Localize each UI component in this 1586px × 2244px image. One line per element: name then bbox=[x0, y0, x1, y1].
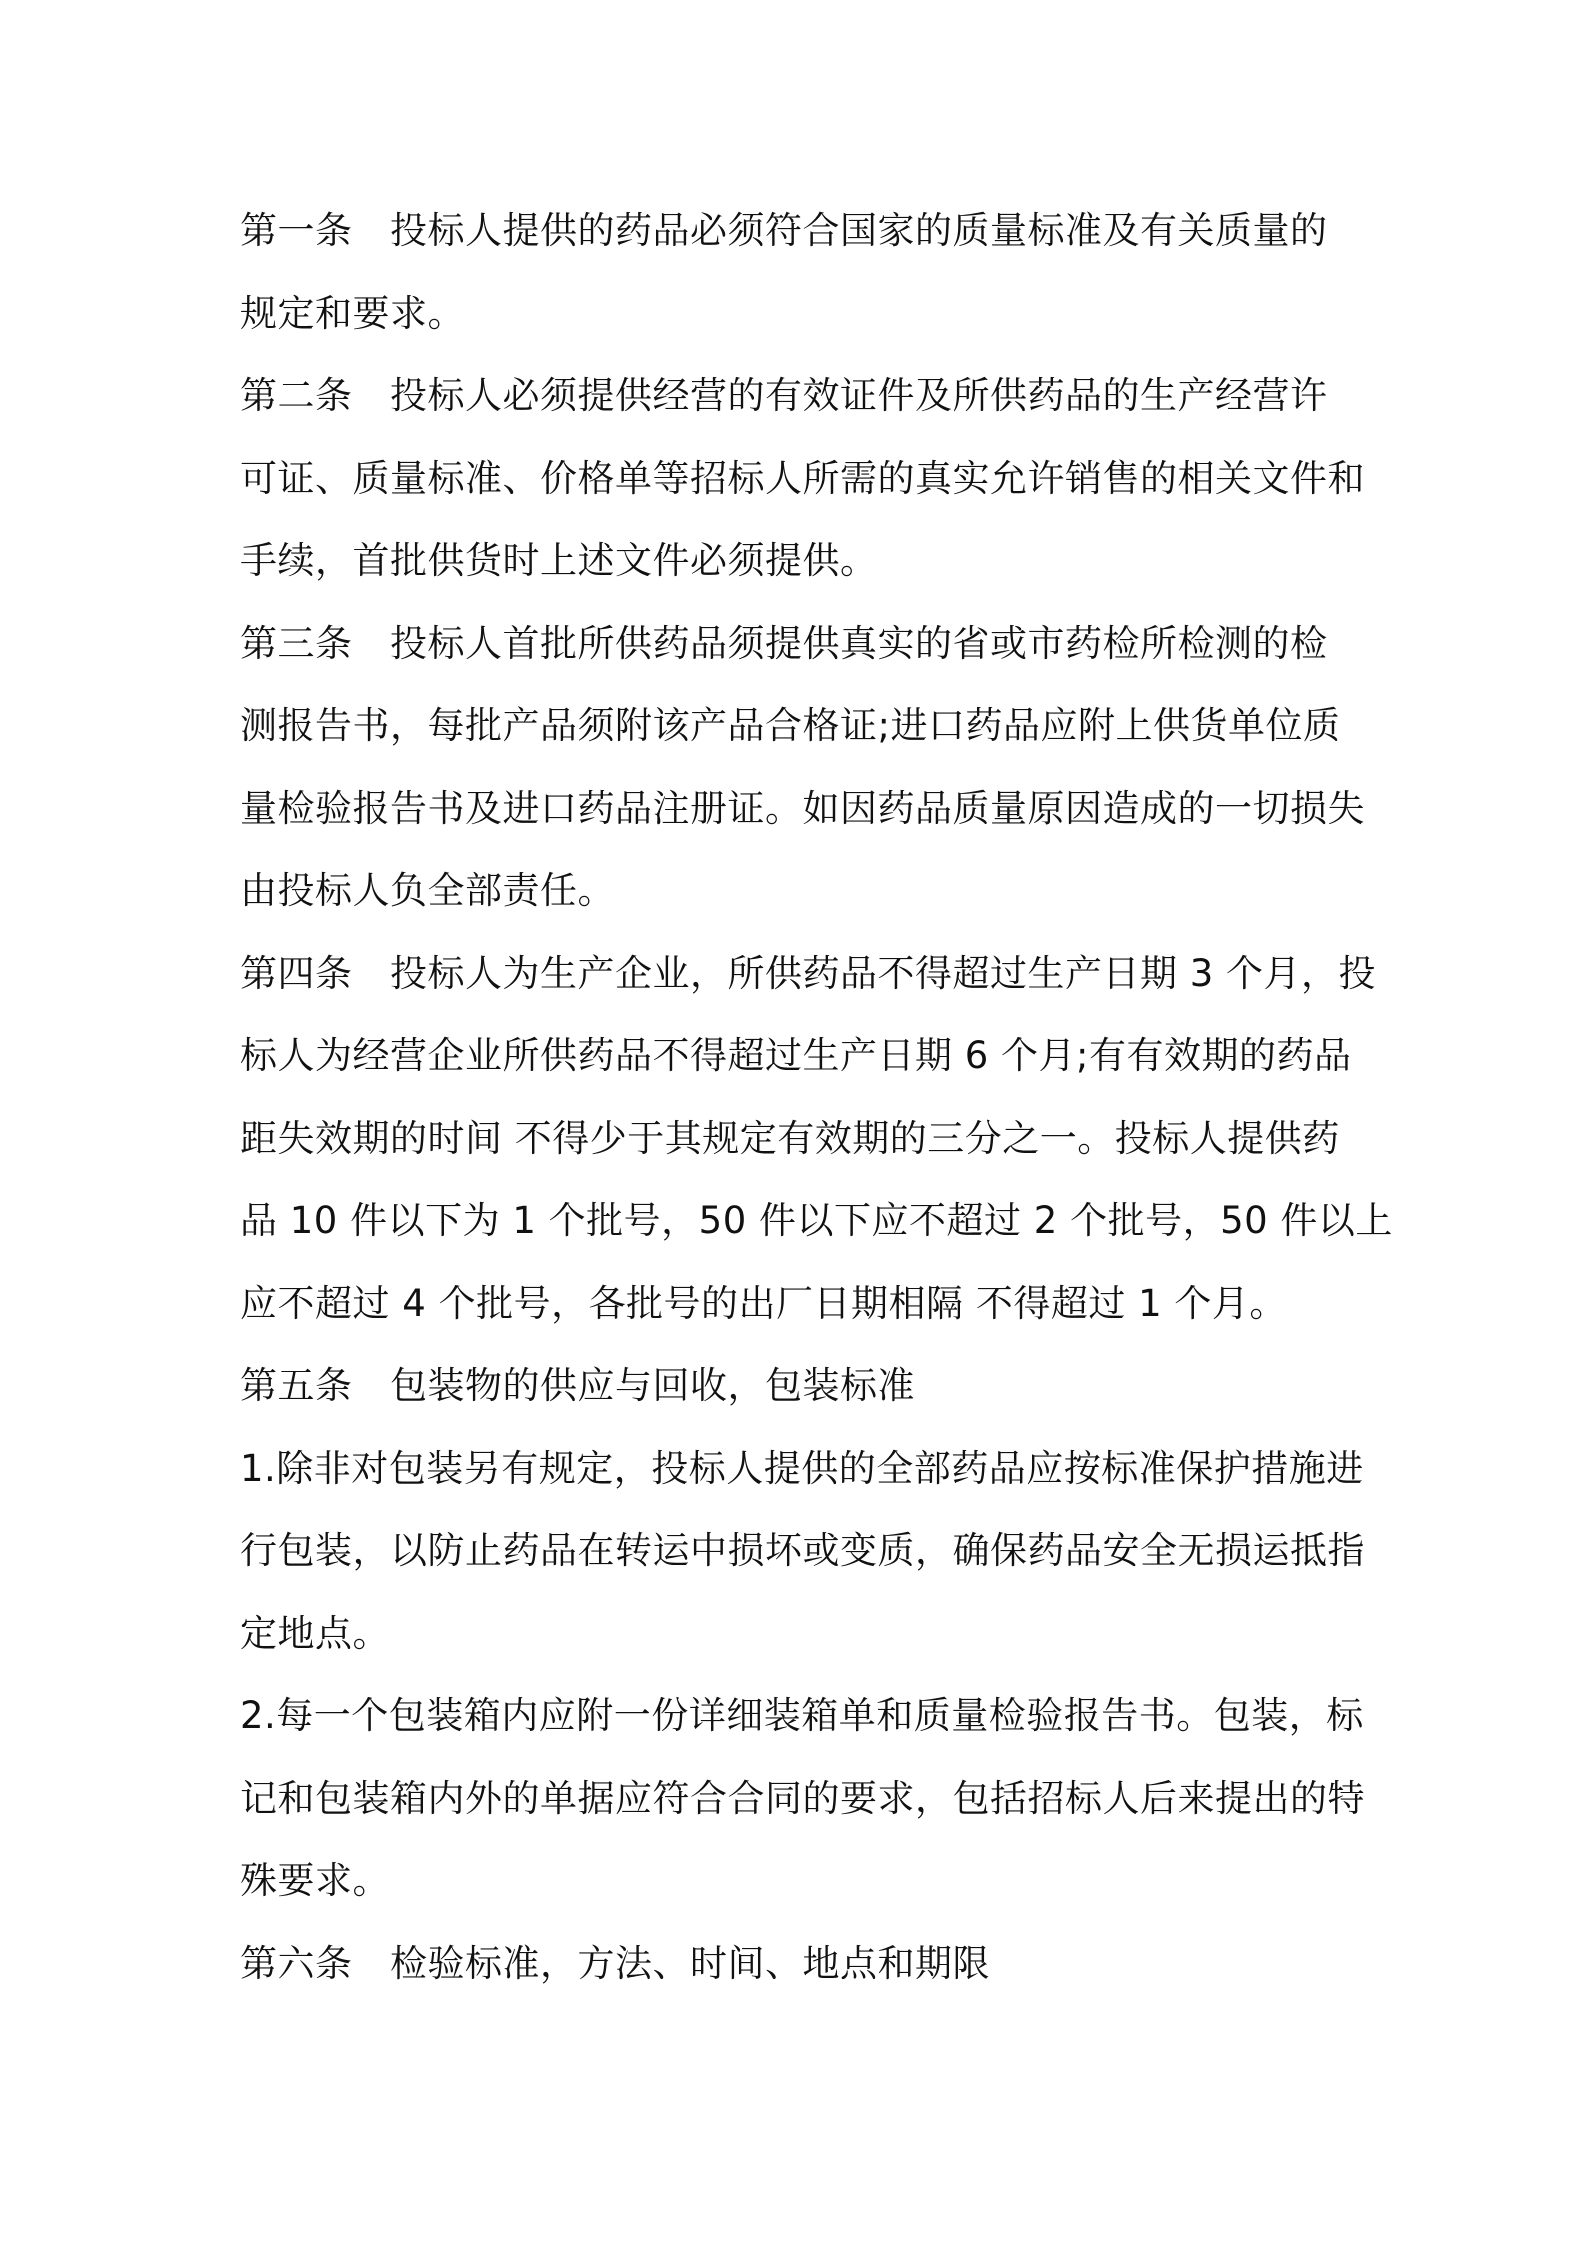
text-line: 第六条 检验标准，方法、时间、地点和期限 bbox=[240, 1941, 990, 1985]
text-line: 由投标人负全部责任。 bbox=[240, 869, 615, 912]
text-line: 品 10 件以下为 1 个批号，50 件以下应不超过 2 个批号，50 件以上 bbox=[240, 1199, 1393, 1242]
text-line: 标人为经营企业所供药品不得超过生产日期 6 个月;有有效期的药品 bbox=[240, 1034, 1352, 1077]
text-line: 定地点。 bbox=[240, 1611, 390, 1655]
text-line: 第四条 投标人为生产企业，所供药品不得超过生产日期 3 个月，投 bbox=[240, 951, 1377, 995]
text-line: 手续，首批供货时上述文件必须提供。 bbox=[240, 539, 878, 582]
text-line: 2.每一个包装箱内应附一份详细装箱单和质量检验报告书。包装，标 bbox=[240, 1694, 1364, 1737]
text-line: 第二条 投标人必须提供经营的有效证件及所供药品的生产经营许 bbox=[240, 374, 1328, 417]
text-line: 殊要求。 bbox=[240, 1859, 390, 1902]
text-line: 应不超过 4 个批号，各批号的出厂日期相隔 不得超过 1 个月。 bbox=[240, 1281, 1287, 1325]
text-line: 行包装，以防止药品在转运中损坏或变质，确保药品安全无损运抵指 bbox=[240, 1529, 1365, 1572]
document-body bbox=[240, 190, 1393, 2005]
text-line: 1.除非对包装另有规定，投标人提供的全部药品应按标准保护措施进 bbox=[240, 1446, 1364, 1490]
text-line: 量检验报告书及进口药品注册证。如因药品质量原因造成的一切损失 bbox=[240, 786, 1365, 830]
text-line: 测报告书，每批产品须附该产品合格证;进口药品应附上供货单位质 bbox=[240, 704, 1341, 747]
text-line: 可证、质量标准、价格单等招标人所需的真实允许销售的相关文件和 bbox=[240, 456, 1365, 500]
text-line: 距失效期的时间 不得少于其规定有效期的三分之一。投标人提供药 bbox=[240, 1116, 1340, 1160]
text-line: 第一条 投标人提供的药品必须符合国家的质量标准及有关质量的 bbox=[240, 209, 1328, 252]
text-line: 规定和要求。 bbox=[240, 291, 465, 335]
text-line: 第三条 投标人首批所供药品须提供真实的省或市药检所检测的检 bbox=[240, 621, 1328, 665]
text-line: 记和包装箱内外的单据应符合合同的要求，包括招标人后来提出的特 bbox=[240, 1776, 1365, 1820]
text-line: 第五条 包装物的供应与回收，包装标准 bbox=[240, 1364, 915, 1407]
